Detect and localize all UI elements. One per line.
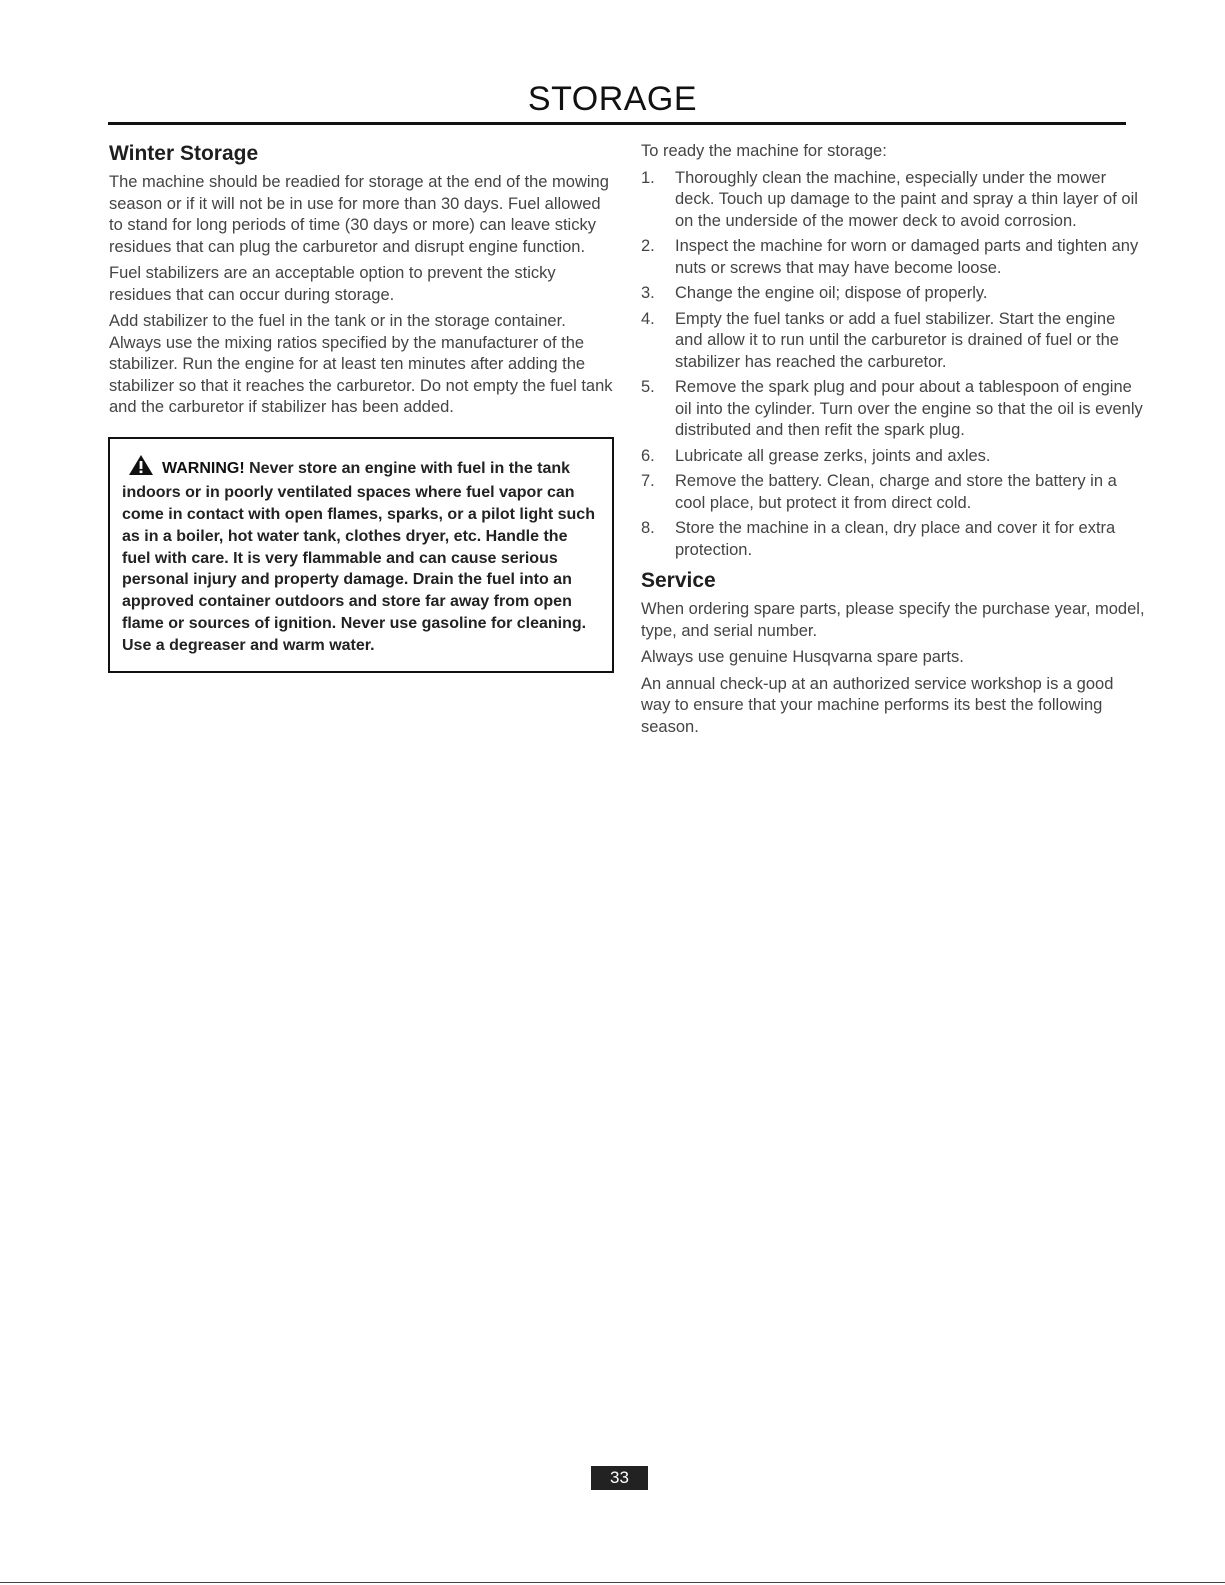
list-item <box>641 283 1146 305</box>
step-text: Empty the fuel tanks or add a fuel stabilizer. Start the engine and allow it to run until the carburetor is drained of fuel or the stabilizer has reached the carburetor. <box>675 309 1119 371</box>
warning-body: Never store an engine with fuel in the tank indoors or in poorly ventilated spaces where fuel vapor can come in contact with open flames, sparks, or a pilot light such as in a boiler, hot water tank, clothes dryer, etc. Handle the fuel with care. It is very flammable and can cause serious personal injury and property damage. Drain the fuel into an approved container outdoors and store far away from open flame or sources of ignition. Never use gasoline for cleaning. Use a degreaser and warm water. <box>122 459 595 654</box>
step-text: Remove the battery. Clean, charge and store the battery in a cool place, but protect it from direct cold. <box>675 472 1117 512</box>
winter-storage-paragraph: Fuel stabilizers are an acceptable option to prevent the sticky residues that can occur during storage. <box>109 264 556 304</box>
step-number: 1. <box>641 168 655 187</box>
bottom-divider <box>0 1582 1225 1583</box>
step-number: 5. <box>641 378 655 396</box>
warning-label: WARNING! <box>162 459 245 477</box>
step-number: 2. <box>641 237 655 255</box>
service-paragraph: When ordering spare parts, please specify the purchase year, model, type, and serial number. <box>641 600 1145 640</box>
list-item <box>641 377 1146 442</box>
warning-message <box>122 454 600 657</box>
winter-storage-paragraph: Add stabilizer to the fuel in the tank or in the storage container. Always use the mixing ratios specified by the manufacturer of the stabilizer. Run the engine for at least ten minutes after adding the stabilizer so that it reaches the carburetor. Do not empty the fuel tank and the carburetor if stabilizer has been added. <box>109 312 613 416</box>
left-column <box>109 141 614 673</box>
list-item <box>641 168 1146 233</box>
right-column <box>641 141 1146 743</box>
page-title: STORAGE <box>527 80 698 118</box>
step-text: Inspect the machine for worn or damaged parts and tighten any nuts or screws that may have become loose. <box>675 237 1139 277</box>
step-number: 6. <box>641 446 655 465</box>
storage-steps-list <box>641 168 1146 562</box>
step-text: Thoroughly clean the machine, especially under the mower deck. Touch up damage to the paint and spray a thin layer of oil on the underside of the mower deck to avoid corrosion. <box>675 168 1138 230</box>
service-paragraph: An annual check-up at an authorized service workshop is a good way to ensure that your machine performs its best the following season. <box>641 674 1114 736</box>
list-item <box>641 446 1146 468</box>
winter-storage-paragraph: The machine should be readied for storage at the end of the mowing season or if it will not be in use for more than 30 days. Fuel allowed to stand for long periods of time (30 days or more) can leave sticky residues that can plug the carburetor and disrupt engine function. <box>109 173 609 256</box>
service-heading: Service <box>641 569 716 592</box>
step-text: Lubricate all grease zerks, joints and axles. <box>675 446 991 465</box>
service-paragraph: Always use genuine Husqvarna spare parts. <box>641 648 964 666</box>
step-text: Change the engine oil; dispose of properly. <box>675 284 988 302</box>
list-item <box>641 309 1146 374</box>
title-divider <box>108 122 1126 125</box>
step-number: 7. <box>641 472 655 490</box>
list-item <box>641 236 1146 279</box>
step-text: Remove the spark plug and pour about a tablespoon of engine oil into the cylinder. Turn over the engine so that the oil is evenly distributed and then refit the spark plug. <box>675 378 1143 439</box>
list-item <box>641 518 1146 561</box>
winter-storage-heading: Winter Storage <box>109 142 259 165</box>
step-number: 3. <box>641 284 655 302</box>
step-number: 8. <box>641 519 655 537</box>
step-number: 4. <box>641 309 655 328</box>
step-text: Store the machine in a clean, dry place and cover it for extra protection. <box>675 519 1116 559</box>
page-number: 33 <box>591 1466 648 1490</box>
warning-triangle-icon <box>128 454 154 483</box>
list-item <box>641 471 1146 514</box>
storage-steps-intro: To ready the machine for storage: <box>641 142 887 160</box>
warning-box <box>108 437 614 673</box>
